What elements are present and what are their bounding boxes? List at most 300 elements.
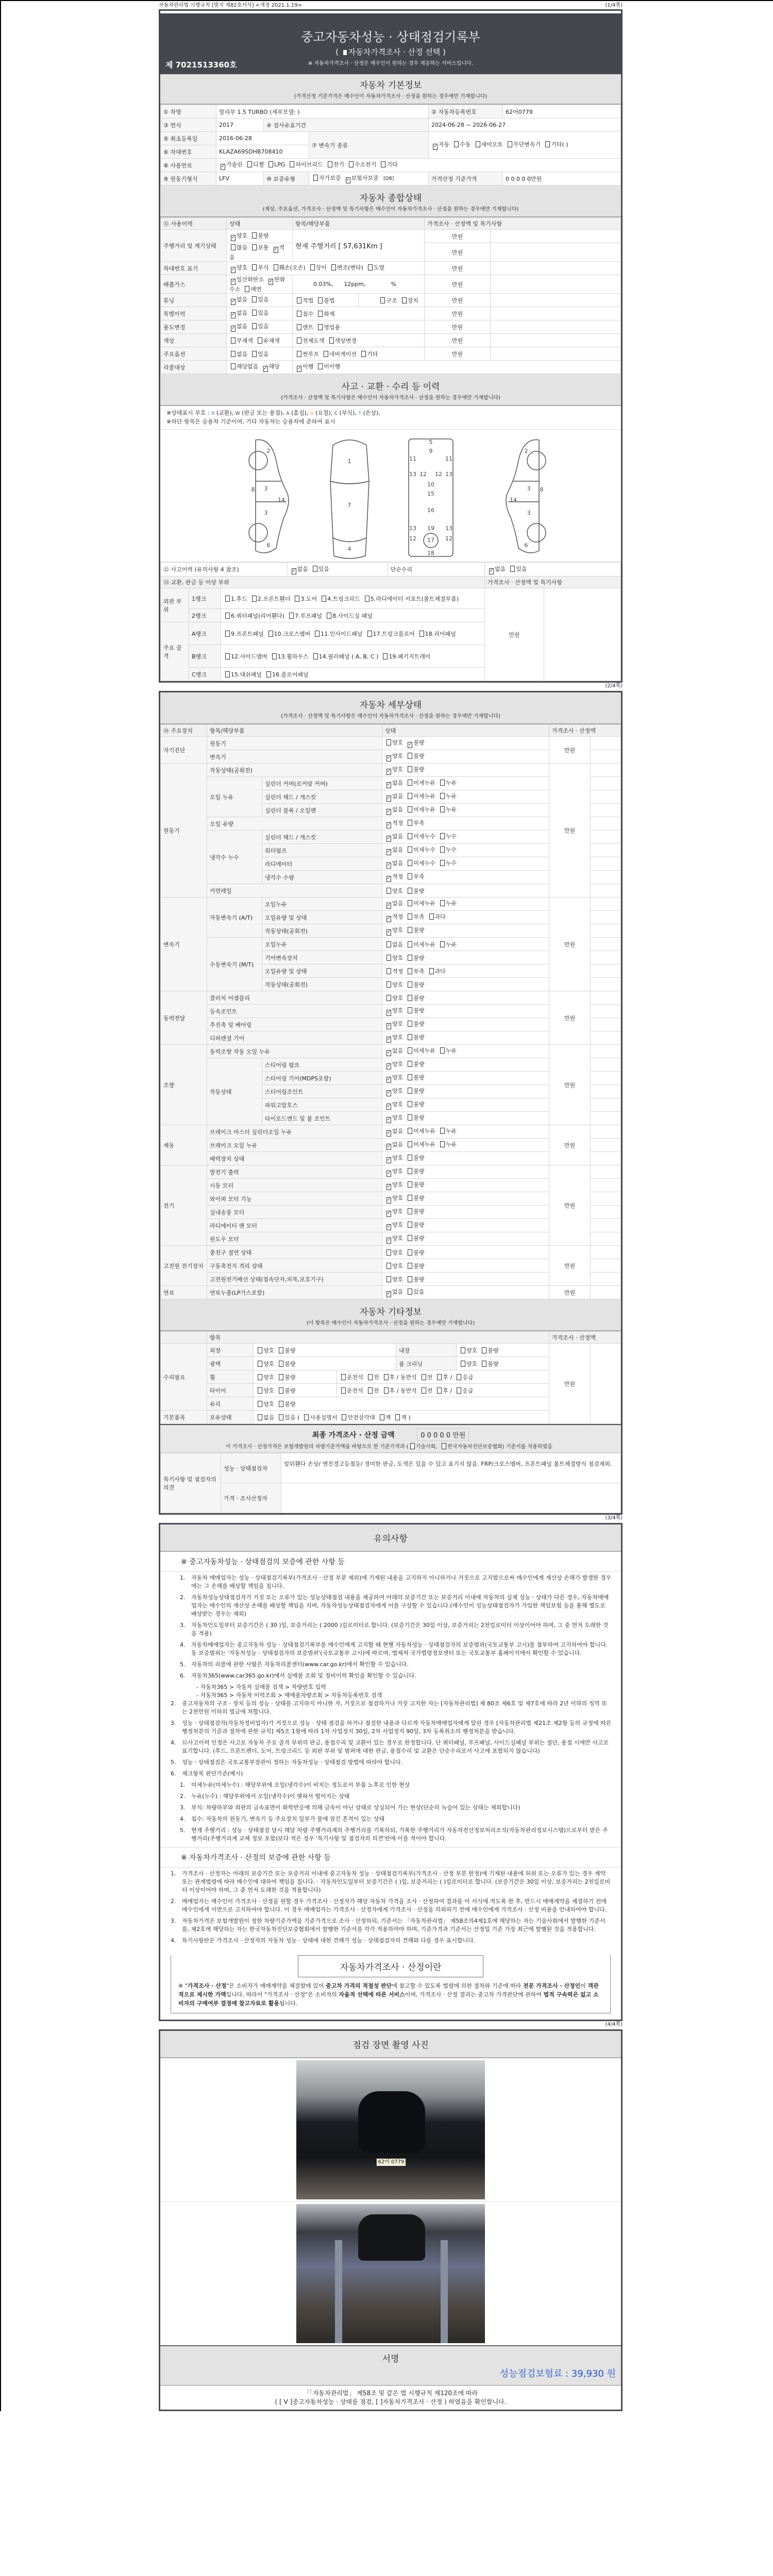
option-label: 9.프론트패널 [231,630,264,637]
sub-group: 수동변속기 (M/T) [207,938,262,991]
item-status [382,1192,549,1206]
basic-info-table: ① 차명 말리부 1.5 TURBO (세부모델: ) ② 자동차등록번호 62어0779 ③ 연식 2017 ④ 검사유효기간 2024-06-28 ~ 2026-06-27 ⑤ 최초등록일 2016-06-28 ⑦ 변속기 종류 ✓ 자동 수동 세미오토 무단변속기 기타( ) ⑥ 차대번호 KLAZA69SDHB708410 ⑧ 사용연료 ✓ 가솔린 디젤 LPG 하이브리드 전기 수소전기 기타 ⑨ 원동기형식 LFV ⑩ 보증유형 자가보증 ✓ 보험사보증 [DB] 가격산정 기준가격 0 0 0 0 0만원 [160,105,621,185]
checkbox[interactable] [258,1401,262,1407]
checkbox-checked[interactable]: ✓ [387,769,391,774]
checkbox[interactable] [457,1387,461,1394]
checkbox[interactable] [408,1195,412,1201]
option-label: 미세누유 [413,1141,435,1148]
checkbox[interactable] [408,1047,412,1054]
sub-group: 냉각수 누수 [207,831,262,884]
checkbox[interactable] [245,286,249,292]
checkbox[interactable] [440,793,445,799]
item-status [382,924,549,938]
checkbox[interactable] [258,1361,262,1367]
checkbox-checked[interactable]: ✓ [387,1157,391,1162]
option-label: 전 [373,1374,379,1381]
checkbox[interactable] [408,1141,412,1147]
checkbox[interactable] [258,1414,262,1420]
checkbox-checked[interactable]: ✓ [387,782,391,787]
checkbox[interactable] [274,264,278,270]
checkbox[interactable] [408,766,412,772]
checkbox[interactable] [440,1128,445,1134]
checkbox[interactable] [268,631,273,637]
option-label: 불량 [413,1168,425,1175]
checkbox[interactable] [408,981,412,988]
checkbox[interactable] [313,175,318,181]
checkbox[interactable] [258,1374,262,1380]
checkbox[interactable] [368,264,373,270]
checkbox[interactable] [386,968,391,974]
checkbox[interactable] [365,596,369,602]
checkbox[interactable] [252,596,257,602]
checkbox[interactable] [318,324,323,330]
panel-label-12: 12 [419,471,427,478]
sub-item: - 자동차365 > 자동차 이력조회 > 매매용차량조회 > 자동차등록번호 검색 [196,1692,382,1699]
option-label: 양호 [392,1155,404,1161]
checkbox[interactable] [408,1114,412,1121]
checkbox-checked[interactable]: ✓ [387,1063,391,1069]
item-name: 실린더 헤드 / 개스킷 [262,831,382,844]
option-label: 가솔린 [226,161,243,168]
checkbox-checked[interactable]: ✓ [387,849,391,854]
option-label: 없음 [237,296,248,303]
checkbox[interactable] [342,1414,346,1420]
item-status [382,764,549,777]
checkbox[interactable] [318,311,323,317]
item-status [382,964,549,978]
checkbox-checked[interactable]: ✓ [387,929,391,935]
panel-label-13: 13 [445,471,452,478]
checkbox-checked[interactable]: ✓ [387,1010,391,1015]
checkbox[interactable] [408,1101,412,1107]
list-item: 2. 자동차성능상태점검자가 거짓 또는 오류가 있는 성능상태점검 내용을 제공하여 아래의 보증기간 또는 보증거리 이내에 자동차의 실제 성능 · 상태가 다른 경우, 자동차매매업자는 매수인의 재산상 손해를 배상할 책임을 지며, 자동차성능상태점검자에게 이를 구상할 수 있습니다.(매수인이 성능상태점검자가 가입한 책임보험 등을 통해 별도로 배상받는 경우는 제외) [180,1594,609,1617]
checkbox[interactable] [341,1387,346,1394]
checkbox[interactable] [440,833,445,839]
checkbox[interactable] [349,161,354,167]
checkbox[interactable] [384,1374,389,1380]
option-label: 운전석 [347,1387,363,1394]
item-name: 작동상태(공회전) [262,978,382,991]
checkbox[interactable] [408,860,412,866]
checkbox[interactable] [279,1361,283,1367]
checkbox[interactable] [440,941,445,947]
checkbox[interactable] [386,888,391,894]
checkbox[interactable] [367,631,372,637]
checkbox[interactable] [408,1074,412,1080]
checkbox[interactable] [408,833,412,839]
checkbox[interactable] [386,981,391,988]
legend-symbol: C [334,411,338,416]
checkbox[interactable] [297,337,301,344]
checkbox[interactable] [315,631,320,637]
checkbox[interactable] [454,141,459,147]
option-label: 14.필러패널 ( A, B, C ) [318,653,379,660]
insurance-fee: 성능점검보험료 : 39,930 원 [499,2368,616,2379]
option-label: 디젤 [253,161,264,168]
checkbox[interactable] [408,1208,412,1214]
panel-label-5: 5 [429,439,433,446]
item-status [382,1152,549,1165]
checkbox-checked[interactable]: ✓ [387,795,391,801]
checkbox[interactable] [297,297,301,303]
checkbox[interactable] [422,1387,426,1394]
item-name: 실린더 블록 / 오일팬 [262,804,382,817]
item-status [382,991,549,1005]
checkbox[interactable] [457,1374,461,1380]
checkbox[interactable] [324,351,328,357]
price-cell [591,964,621,978]
car-diagram [160,430,621,562]
checkbox[interactable] [408,753,412,759]
checkbox[interactable] [461,1347,465,1353]
checkbox-checked[interactable]: ✓ [387,1130,391,1136]
option-label: 무단변속기 [513,141,541,148]
checkbox[interactable] [461,1361,465,1367]
checkbox-checked[interactable]: ✓ [387,916,391,921]
checkbox[interactable] [322,596,326,602]
option-label: 불량 [488,1347,499,1354]
checkbox[interactable] [410,1443,415,1449]
price-unit: 만원 [549,1286,591,1299]
checkbox[interactable] [386,995,391,1001]
checkbox[interactable] [266,671,271,677]
checkbox-checked[interactable]: ✓ [387,1117,391,1122]
price-cell [591,1259,621,1273]
option-label: 미세누유 [413,806,435,813]
list-item: 4. 자동차매매업자는 중고자동차 성능 · 상태점검기록부를 매수인에게 고지할 때 현행 자동차성능 · 상태점검자의 보증범위(국토교통부 고시)를 첨부하여 고지하여야 합니다. 동 보증범위는 '자동차성능 · 상태점검자의 보증범위'(국토교통부 고시)에 따르며, 법제처 국가법령정보센터 또는 국토교통부 홈페이지에서 확인할 수 있습니다. [180,1641,608,1656]
checkbox[interactable] [279,1414,283,1420]
checkbox-checked[interactable]: ✓ [269,279,273,284]
checkbox-checked[interactable]: ✓ [231,267,236,272]
checkbox[interactable] [408,1088,412,1094]
option-label: 수동 [460,141,471,148]
checkbox[interactable] [380,1414,384,1420]
checkbox-checked[interactable]: ✓ [387,822,391,827]
checkbox[interactable] [268,161,273,167]
price-cell [591,1045,621,1058]
checkbox[interactable] [368,1374,373,1380]
checkbox[interactable] [408,1007,412,1013]
checkbox[interactable] [437,1387,442,1394]
option-label: 운전석 [347,1374,363,1381]
checkbox[interactable] [408,927,412,933]
checkbox[interactable] [328,161,332,167]
checkbox-checked[interactable]: ✓ [387,903,391,908]
checkbox-checked[interactable]: ✓ [387,755,391,760]
checkbox[interactable] [408,1021,412,1027]
checkbox[interactable] [258,337,262,344]
checkbox[interactable] [231,244,236,250]
checkbox[interactable] [295,596,299,602]
checkbox[interactable] [476,141,480,147]
checkbox[interactable] [429,968,434,974]
checkbox[interactable] [231,363,236,369]
checkbox[interactable] [429,913,434,920]
checkbox[interactable] [510,566,515,572]
checkbox[interactable] [279,1347,283,1353]
checkbox-checked[interactable]: ✓ [387,876,391,881]
checkbox[interactable] [252,232,257,239]
checkbox-checked[interactable]: ✓ [387,1144,391,1149]
panel-label-3: 3 [527,485,531,492]
page-number: (2/4쪽) [605,683,623,689]
checkbox-checked[interactable]: ✓ [231,279,236,284]
checkbox[interactable] [258,1387,262,1394]
checkbox[interactable] [408,955,412,961]
option-label: 15.대쉬패널 [231,671,262,678]
checkbox[interactable] [408,913,412,920]
checkbox[interactable] [386,1249,391,1256]
item-name: 스티어링조인트 [262,1085,382,1098]
list-item: 6. 체크항목 판단기준(예시) [171,1770,243,1777]
option-label: 4.트렁크리드 [327,595,360,602]
checkbox-checked[interactable]: ✓ [387,1184,391,1189]
checkbox[interactable] [395,1414,400,1420]
checkbox-checked[interactable]: ✓ [221,164,225,169]
checkbox[interactable] [225,671,230,677]
list-item: 5. 자동차의 리콜에 관한 사항은 자동차리콜센터(www.car.go.kr)에서 확인할 수 있습니다. [180,1661,409,1668]
confirmation: 「「자동차관리법」 제58조 및 같은 법 시행규칙 제120조에 따라 ( [ V ]중고자동차성능 · 상태를 점검, [ ]자동차가격조사 · 산정 ) 하였음을 확인합니다. [275,2389,507,2405]
price-cell [591,817,621,831]
checkbox-checked[interactable]: ✓ [231,312,236,317]
checkbox[interactable] [381,161,385,167]
option-label: 불량 [284,1400,296,1408]
checkbox-checked[interactable]: ✓ [387,809,391,814]
checkbox-checked[interactable]: ✓ [387,1224,391,1229]
checkbox[interactable] [408,995,412,1001]
checkbox-checked[interactable]: ✓ [387,1238,391,1243]
option-label: 불량 [284,1387,296,1394]
item-name: 변속기 [207,750,382,764]
checkbox[interactable] [440,900,445,906]
option-label: 없음 [392,941,404,948]
checkbox-checked[interactable]: ✓ [387,1050,391,1055]
checkbox[interactable] [343,49,347,56]
checkbox-checked[interactable]: ✓ [231,235,236,240]
item-status [382,1125,549,1139]
checkbox[interactable] [247,161,252,167]
option-label: 미세누유 [413,900,435,907]
item-status [382,951,549,964]
checkbox[interactable] [225,613,230,619]
checkbox[interactable] [331,264,336,270]
checkbox[interactable] [252,244,257,250]
checkbox-checked[interactable]: ✓ [387,1077,391,1082]
checkbox[interactable] [386,941,391,947]
checkbox[interactable] [386,739,391,745]
sub-item: - 자동차365 > 자동차 실매물 검색 > 차량번호 입력 [196,1684,327,1690]
checkbox[interactable] [408,1061,412,1067]
photo-under-row [160,2202,621,2345]
checkbox[interactable] [408,820,412,826]
price-cell [591,1273,621,1286]
checkbox-checked[interactable]: ✓ [292,568,296,573]
checkbox[interactable] [408,1181,412,1188]
checkbox[interactable] [231,337,236,344]
checkbox[interactable] [440,806,445,812]
checkbox[interactable] [361,351,366,357]
checkbox[interactable] [225,653,230,659]
checkbox[interactable] [408,1235,412,1241]
checkbox[interactable] [440,846,445,853]
checkbox[interactable] [422,1374,426,1380]
checkbox[interactable] [310,264,315,270]
device-group: 고전원 전기장치 [161,1246,207,1286]
checkbox-checked[interactable]: ✓ [387,1211,391,1216]
checkbox[interactable] [408,1263,412,1269]
legend-symbol: X [211,411,215,416]
checkbox[interactable] [440,1141,445,1147]
checkbox[interactable] [408,888,412,894]
checkbox[interactable] [402,297,407,303]
checkbox[interactable] [408,1155,412,1161]
option-label: 렌트 [303,324,314,331]
checkbox[interactable] [297,311,301,317]
checkbox-checked[interactable]: ✓ [387,1104,391,1109]
checkbox[interactable] [252,351,257,357]
table-row [161,1286,621,1299]
price-explanation-box [171,1955,611,2013]
checkbox[interactable] [383,653,388,659]
checkbox[interactable] [231,351,236,357]
checkbox[interactable] [408,846,412,853]
checkbox[interactable] [545,141,550,147]
checkbox[interactable] [408,968,412,974]
option-label: 없음 [263,1414,275,1421]
option-label: 적정 [392,913,404,920]
checkbox[interactable] [279,1374,283,1380]
checkbox-checked[interactable]: ✓ [231,299,236,304]
list-item: 5. 성능 · 상태점검은 국토교통부장관이 정하는 자동차성능 · 상태점검 방법에 따라야 합니다. [171,1759,402,1766]
checkbox[interactable] [386,1276,391,1282]
checkbox[interactable] [442,1443,446,1449]
checkbox[interactable] [386,1263,391,1269]
item-status [382,884,549,897]
checkbox[interactable] [318,363,323,369]
checkbox[interactable] [289,613,294,619]
checkbox[interactable] [368,1387,373,1394]
checkbox[interactable] [408,1289,412,1295]
checkbox[interactable] [408,1168,412,1174]
checkbox-checked[interactable]: ✓ [346,177,350,182]
checkbox[interactable] [408,806,412,812]
option-label: 부족 [413,913,425,920]
item-status [382,1018,549,1031]
checkbox[interactable] [329,337,334,344]
checkbox[interactable] [440,779,445,786]
checkbox-checked[interactable]: ✓ [408,742,412,747]
checkbox[interactable] [341,1374,346,1380]
checkbox-checked[interactable]: ✓ [274,247,278,252]
checkbox[interactable] [384,1387,389,1394]
item-name: 추진축 및 베어링 [207,1018,382,1031]
option-label: 있음 [258,323,269,330]
checkbox[interactable] [290,161,294,167]
option-label: 17.트렁크플로어 [373,630,415,637]
checkbox[interactable] [419,631,424,637]
option-label: 양호 [392,1208,404,1215]
checkbox-checked[interactable]: ✓ [387,1291,391,1296]
checkbox[interactable] [408,900,412,906]
checkbox-checked[interactable]: ✓ [387,1197,391,1202]
checkbox-checked[interactable]: ✓ [387,862,391,868]
checkbox[interactable] [272,653,277,659]
checkbox[interactable] [279,1387,283,1394]
option-label: 영업용 [324,324,341,331]
checkbox[interactable] [408,1276,412,1282]
checkbox[interactable] [304,1414,309,1420]
option-label: 불량 [284,1360,296,1367]
checkbox[interactable] [408,873,412,879]
checkbox[interactable] [297,324,301,330]
checkbox[interactable] [313,566,317,572]
checkbox-checked[interactable]: ✓ [231,326,236,331]
checkbox-checked[interactable]: ✓ [263,366,268,371]
checkbox[interactable] [297,351,301,357]
checkbox[interactable] [279,1401,283,1407]
checkbox-checked[interactable]: ✓ [387,836,391,841]
checkbox[interactable] [408,1128,412,1134]
law-reference: 자동차관리법 시행규칙 [별지 제82호서식] <개정 2021.1.19> [159,3,302,8]
checkbox[interactable] [386,955,391,961]
checkbox[interactable] [408,1222,412,1228]
checkbox-checked[interactable]: ✓ [387,1023,391,1028]
option-label: 하이브리드 [295,161,323,168]
wheel [249,451,267,470]
checkbox-checked[interactable]: ✓ [387,1090,391,1095]
panel-label-7: 7 [347,502,351,509]
checkbox[interactable] [318,297,323,303]
checkbox[interactable] [327,613,331,619]
checkbox[interactable] [408,779,412,786]
item-name: 구동축전지 격리 상태 [207,1259,382,1273]
page-1 [159,9,623,683]
checkbox[interactable] [408,941,412,947]
checkbox[interactable] [408,1034,412,1040]
checkbox-checked[interactable]: ✓ [387,1171,391,1176]
overall-header: 자동차 종합상태 (색상, 주요옵션, 가격조사 · 산정액 및 특기사항은 매수인이 자동차가격조사 · 산정을 원하는 경우에만 기재합니다) [160,185,621,217]
checkbox[interactable] [258,1347,262,1353]
option-label: 누유 [445,941,457,948]
option-label: 양호 [237,264,248,271]
checkbox[interactable] [440,1047,445,1054]
checkbox[interactable] [482,1347,486,1353]
photo-under [296,2204,485,2343]
checkbox-checked[interactable]: ✓ [387,1037,391,1042]
checkbox-checked[interactable]: ✓ [297,366,301,371]
checkbox-checked[interactable]: ✓ [433,144,438,149]
checkbox[interactable] [252,310,257,316]
option-label: 불량 [413,1034,425,1041]
checkbox[interactable] [482,1361,486,1367]
checkbox[interactable] [252,296,257,302]
checkbox[interactable] [437,1374,442,1380]
item-status [382,1058,549,1072]
checkbox-checked[interactable]: ✓ [490,568,494,573]
checkbox[interactable] [380,297,385,303]
checkbox[interactable] [225,631,230,637]
checkbox[interactable] [252,323,257,329]
checkbox[interactable] [508,141,512,147]
checkbox[interactable] [408,1249,412,1256]
checkbox[interactable] [408,793,412,799]
checkbox[interactable] [252,264,257,270]
option-label: 누유 [445,1141,457,1148]
option-label: 미세누유 [413,1047,435,1054]
checkbox[interactable] [225,596,230,602]
checkbox[interactable] [440,860,445,866]
checkbox[interactable] [313,653,318,659]
